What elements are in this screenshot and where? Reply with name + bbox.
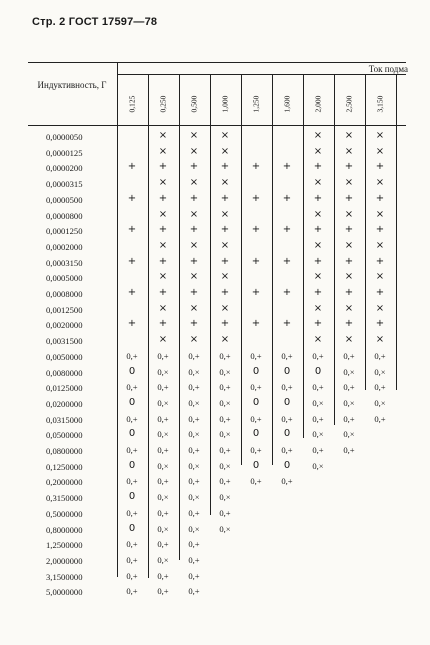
table-cell: 0,+ xyxy=(188,476,200,487)
row-label: 0,0008000 xyxy=(46,289,83,299)
table-cell: 0,+ xyxy=(343,445,355,455)
table-cell: 0 xyxy=(252,459,260,471)
row-label: 1,2500000 xyxy=(46,540,83,551)
table-cell: 0 xyxy=(128,522,136,534)
column-header-label: 1,600 xyxy=(282,95,292,113)
table-cell: 0,× xyxy=(188,523,200,534)
table-cell: × xyxy=(189,177,199,189)
table-cell: × xyxy=(313,145,323,157)
table-cell: 0,+ xyxy=(188,445,200,455)
table-cell: 0,+ xyxy=(126,413,138,424)
column-divider xyxy=(303,74,304,438)
row-label: 0,0001250 xyxy=(46,226,83,237)
table-cell: 0,× xyxy=(219,397,231,408)
table-cell: 0,× xyxy=(188,397,200,408)
table-cell: 0,+ xyxy=(312,445,324,455)
table-cell: 0,× xyxy=(312,429,324,440)
table-cell: + xyxy=(158,224,168,236)
table-cell: 0,+ xyxy=(157,570,169,581)
table-cell: + xyxy=(344,318,354,330)
table-cell: + xyxy=(375,161,385,173)
row-label: 0,0002000 xyxy=(46,241,83,252)
row-label: 0,0000315 xyxy=(46,179,83,190)
table-cell: 0,× xyxy=(343,429,355,440)
column-header-label: 1,250 xyxy=(251,95,261,113)
page-header: Стр. 2 ГОСТ 17597—78 xyxy=(32,16,158,28)
table-cell: 0,+ xyxy=(188,539,200,550)
table-cell: × xyxy=(313,334,323,346)
table-cell: 0,+ xyxy=(126,350,138,361)
table-cell: + xyxy=(189,255,199,267)
table-cell: + xyxy=(189,224,199,236)
column-header xyxy=(272,84,302,124)
table-cell: 0,+ xyxy=(374,413,386,424)
table-cell: + xyxy=(282,161,292,173)
table-cell: × xyxy=(220,239,230,251)
table-cell: × xyxy=(189,302,199,314)
table-cell: × xyxy=(313,239,323,251)
table-cell: 0,+ xyxy=(157,539,169,550)
table-cell: + xyxy=(127,192,137,204)
header-bottom-rule xyxy=(28,125,406,126)
table-cell: + xyxy=(189,192,199,204)
table-cell: 0 xyxy=(252,365,260,377)
table-cell: 0 xyxy=(314,365,322,377)
table-cell: 0,+ xyxy=(281,413,293,424)
table-cell: 0,× xyxy=(157,429,169,440)
table-cell: 0,+ xyxy=(188,570,200,581)
table-cell: + xyxy=(189,161,199,173)
table-cell: × xyxy=(158,130,168,141)
row-label: 0,0020000 xyxy=(46,320,83,331)
column-header-label: 0,500 xyxy=(189,95,199,113)
table-cell: 0,+ xyxy=(343,350,355,361)
table-cell: × xyxy=(220,302,230,314)
table-cell: 0 xyxy=(128,459,136,471)
table-cell: + xyxy=(158,318,168,330)
table-cell: + xyxy=(127,255,137,267)
table-cell: 0,+ xyxy=(374,350,386,361)
table-cell: × xyxy=(189,130,199,141)
table-cell: + xyxy=(251,255,261,267)
column-header-label: 3,150 xyxy=(375,95,385,113)
table-cell: 0,+ xyxy=(219,350,231,361)
table-cell: 0,+ xyxy=(281,445,293,455)
table-cell: + xyxy=(220,255,230,267)
group-header-rule xyxy=(117,74,406,75)
table-cell: × xyxy=(344,271,354,283)
table-cell: × xyxy=(313,208,323,220)
table-cell: × xyxy=(189,208,199,220)
table-top-rule xyxy=(28,62,406,63)
column-header-label: 2,000 xyxy=(313,95,323,113)
row-label: 0,0000050 xyxy=(46,132,83,142)
row-label: 0,5000000 xyxy=(46,508,83,519)
row-label: 3,1500000 xyxy=(46,571,83,582)
column-divider xyxy=(272,74,273,465)
table-cell: + xyxy=(282,287,292,298)
table-cell: 0,× xyxy=(219,460,231,471)
table-cell: + xyxy=(158,255,168,267)
table-cell: 0,+ xyxy=(188,413,200,424)
table-cell: + xyxy=(251,192,261,204)
table-cell: × xyxy=(189,145,199,157)
table-cell: + xyxy=(375,192,385,204)
row-label: 0,1250000 xyxy=(46,461,83,472)
table-cell: 0,+ xyxy=(219,382,231,393)
row-label: 0,0500000 xyxy=(46,430,83,441)
column-divider xyxy=(241,74,242,465)
table-cell: 0,+ xyxy=(188,554,200,565)
table-cell: 0,× xyxy=(374,366,386,377)
table-cell: 0 xyxy=(128,365,136,377)
table-cell: 0,+ xyxy=(126,507,138,518)
row-label: 0,8000000 xyxy=(46,524,83,535)
column-divider xyxy=(210,74,211,515)
table-cell: 0 xyxy=(283,459,291,471)
table-cell: × xyxy=(158,302,168,314)
table-cell: 0,+ xyxy=(126,554,138,565)
table-cell: × xyxy=(220,334,230,346)
table-cell: + xyxy=(158,161,168,173)
table-cell: + xyxy=(189,318,199,330)
table-cell: × xyxy=(220,177,230,189)
table-cell: × xyxy=(158,271,168,283)
row-label: 0,0125000 xyxy=(46,383,83,394)
table-cell: + xyxy=(313,161,323,173)
table-cell: 0,+ xyxy=(126,539,138,550)
table-cell: 0 xyxy=(283,428,291,440)
table-cell: 0,× xyxy=(188,366,200,377)
table-cell: + xyxy=(220,318,230,330)
table-cell: × xyxy=(375,130,385,141)
column-header xyxy=(334,84,364,124)
table-cell: 0,× xyxy=(157,366,169,377)
table-cell: + xyxy=(158,287,168,298)
table-cell: + xyxy=(344,192,354,204)
column-header-label: 1,000 xyxy=(220,95,230,113)
table-cell: + xyxy=(375,318,385,330)
table-cell: 0,× xyxy=(312,460,324,471)
column-header xyxy=(179,84,209,124)
table-cell: 0,+ xyxy=(188,586,200,597)
table-cell: 0,× xyxy=(343,397,355,408)
column-header xyxy=(210,84,240,124)
table-cell: 0,+ xyxy=(312,382,324,393)
table-cell: 0,+ xyxy=(281,350,293,361)
table-cell: + xyxy=(375,287,385,298)
table-cell: 0,× xyxy=(219,523,231,534)
table-cell: + xyxy=(127,287,137,298)
table-cell: 0,+ xyxy=(157,350,169,361)
row-label: 0,0800000 xyxy=(46,446,83,456)
row-label: 0,0080000 xyxy=(46,367,83,378)
row-label: 0,0000800 xyxy=(46,210,83,221)
table-cell: + xyxy=(127,161,137,173)
table-cell: + xyxy=(220,287,230,298)
column-header-label: 0,125 xyxy=(127,95,137,113)
table-cell: + xyxy=(127,318,137,330)
table-cell: × xyxy=(189,271,199,283)
table-cell: + xyxy=(220,161,230,173)
table-cell: 0,+ xyxy=(343,382,355,393)
table-cell: × xyxy=(344,177,354,189)
table-cell: 0,+ xyxy=(126,445,138,455)
table-cell: 0,+ xyxy=(281,476,293,487)
table-cell: + xyxy=(313,318,323,330)
table-cell: 0,× xyxy=(188,429,200,440)
table-cell: + xyxy=(344,161,354,173)
table-cell: 0,× xyxy=(312,397,324,408)
column-divider xyxy=(148,74,149,578)
table-cell: 0 xyxy=(128,491,136,503)
table-cell: × xyxy=(189,239,199,251)
table-cell: × xyxy=(375,208,385,220)
column-divider xyxy=(179,74,180,560)
row-label: 0,0000500 xyxy=(46,194,83,205)
table-cell: × xyxy=(375,239,385,251)
column-header-label: 0,250 xyxy=(158,95,168,113)
row-label: 5,0000000 xyxy=(46,587,83,598)
row-label: 0,0005000 xyxy=(46,273,83,284)
table-cell: 0,× xyxy=(157,492,169,503)
table-cell: + xyxy=(282,255,292,267)
column-divider xyxy=(396,74,397,390)
table-cell: × xyxy=(375,177,385,189)
table-cell: + xyxy=(282,318,292,330)
table-cell: 0,+ xyxy=(126,586,138,597)
row-label: 0,2000000 xyxy=(46,477,83,488)
row-label: 0,0315000 xyxy=(46,414,83,425)
row-label: 0,3150000 xyxy=(46,493,83,504)
table-cell: + xyxy=(344,287,354,298)
table-cell: 0,× xyxy=(374,397,386,408)
table-cell: 0,+ xyxy=(126,570,138,581)
table-cell: 0,+ xyxy=(312,413,324,424)
table-cell: + xyxy=(189,287,199,298)
group-header: Ток подма xyxy=(368,64,408,74)
table-cell: 0,+ xyxy=(157,445,169,455)
table-cell: × xyxy=(344,130,354,141)
table-cell: + xyxy=(313,224,323,236)
table-cell: 0 xyxy=(252,396,260,408)
table-cell: × xyxy=(313,302,323,314)
table-cell: 0,× xyxy=(188,492,200,503)
table-cell: + xyxy=(344,255,354,267)
row-label: 0,0012500 xyxy=(46,304,83,315)
table-cell: 0,× xyxy=(157,523,169,534)
table-cell: × xyxy=(158,239,168,251)
table-cell: × xyxy=(344,334,354,346)
table-cell: 0,× xyxy=(219,429,231,440)
table-cell: × xyxy=(344,302,354,314)
column-divider xyxy=(365,74,366,390)
table-cell: 0 xyxy=(128,396,136,408)
table-cell: 0,+ xyxy=(157,413,169,424)
column-header xyxy=(148,84,178,124)
table-cell: × xyxy=(220,145,230,157)
column-header xyxy=(117,84,147,124)
table-cell: 0,+ xyxy=(250,476,262,487)
table-cell: + xyxy=(375,224,385,236)
table-cell: × xyxy=(344,208,354,220)
table-cell: × xyxy=(313,177,323,189)
table-cell: + xyxy=(313,287,323,298)
table-cell: 0,× xyxy=(219,492,231,503)
column-header xyxy=(303,84,333,124)
table-cell: + xyxy=(251,224,261,236)
table-cell: 0,+ xyxy=(188,507,200,518)
table-cell: 0,× xyxy=(157,397,169,408)
column-divider xyxy=(334,74,335,425)
table-cell: × xyxy=(375,271,385,283)
table-cell: 0,+ xyxy=(343,413,355,424)
table-cell: + xyxy=(251,287,261,298)
table-cell: + xyxy=(220,224,230,236)
table-cell: 0,+ xyxy=(157,476,169,487)
table-cell: + xyxy=(313,192,323,204)
row-label: 2,0000000 xyxy=(46,555,83,566)
table-cell: 0,+ xyxy=(374,382,386,393)
table-cell: 0,× xyxy=(343,366,355,377)
label-column-divider xyxy=(117,62,118,577)
table-cell: + xyxy=(220,192,230,204)
table-cell: × xyxy=(344,239,354,251)
column-header-label: 2,500 xyxy=(344,95,354,113)
table-cell: + xyxy=(251,318,261,330)
row-label: 0,0200000 xyxy=(46,398,83,409)
row-label: 0,0050000 xyxy=(46,351,83,362)
table-cell: 0,+ xyxy=(219,507,231,518)
table-cell: 0 xyxy=(283,365,291,377)
table-cell: × xyxy=(158,208,168,220)
row-label: 0,0003150 xyxy=(46,257,83,268)
table-cell: × xyxy=(220,130,230,141)
table-cell: × xyxy=(344,145,354,157)
table-cell: 0,+ xyxy=(126,476,138,487)
row-header: Индуктивность, Г xyxy=(37,80,107,90)
table-cell: 0,+ xyxy=(157,507,169,518)
row-label: 0,0000200 xyxy=(46,163,83,174)
table-cell: × xyxy=(189,334,199,346)
row-label: 0,0031500 xyxy=(46,336,83,347)
table-cell: 0,+ xyxy=(219,413,231,424)
column-header xyxy=(241,84,271,124)
table-cell: 0,+ xyxy=(250,350,262,361)
table-cell: 0,× xyxy=(157,460,169,471)
table-cell: 0,+ xyxy=(157,586,169,597)
table-cell: 0,× xyxy=(188,460,200,471)
table-cell: 0,+ xyxy=(219,476,231,487)
table-cell: + xyxy=(313,255,323,267)
table-cell: 0,+ xyxy=(219,445,231,455)
table-cell: × xyxy=(220,271,230,283)
table-cell: 0,+ xyxy=(250,445,262,455)
table-cell: 0,+ xyxy=(281,382,293,393)
table-cell: 0 xyxy=(128,428,136,440)
table-cell: + xyxy=(375,255,385,267)
table-cell: 0,+ xyxy=(250,413,262,424)
table-cell: × xyxy=(158,145,168,157)
row-label: 0,0000125 xyxy=(46,147,83,158)
table-cell: 0,+ xyxy=(188,350,200,361)
table-cell: 0,× xyxy=(219,366,231,377)
table-cell: × xyxy=(375,302,385,314)
table-cell: 0,+ xyxy=(250,382,262,393)
table-cell: 0,+ xyxy=(126,382,138,393)
table-cell: + xyxy=(127,224,137,236)
table-cell: 0 xyxy=(252,428,260,440)
table-cell: 0 xyxy=(283,396,291,408)
table-cell: 0,× xyxy=(157,554,169,565)
table-cell: + xyxy=(251,161,261,173)
table-cell: + xyxy=(344,224,354,236)
table-cell: + xyxy=(282,192,292,204)
table-cell: + xyxy=(158,192,168,204)
table-cell: 0,+ xyxy=(157,382,169,393)
table-cell: 0,+ xyxy=(312,350,324,361)
table-cell: × xyxy=(313,271,323,283)
table-cell: × xyxy=(220,208,230,220)
table-cell: × xyxy=(158,334,168,346)
column-header xyxy=(365,84,395,124)
table-cell: 0,+ xyxy=(188,382,200,393)
table-cell: × xyxy=(158,177,168,189)
table-cell: + xyxy=(282,224,292,236)
table-cell: × xyxy=(313,130,323,141)
table-cell: × xyxy=(375,334,385,346)
table-cell: × xyxy=(375,145,385,157)
